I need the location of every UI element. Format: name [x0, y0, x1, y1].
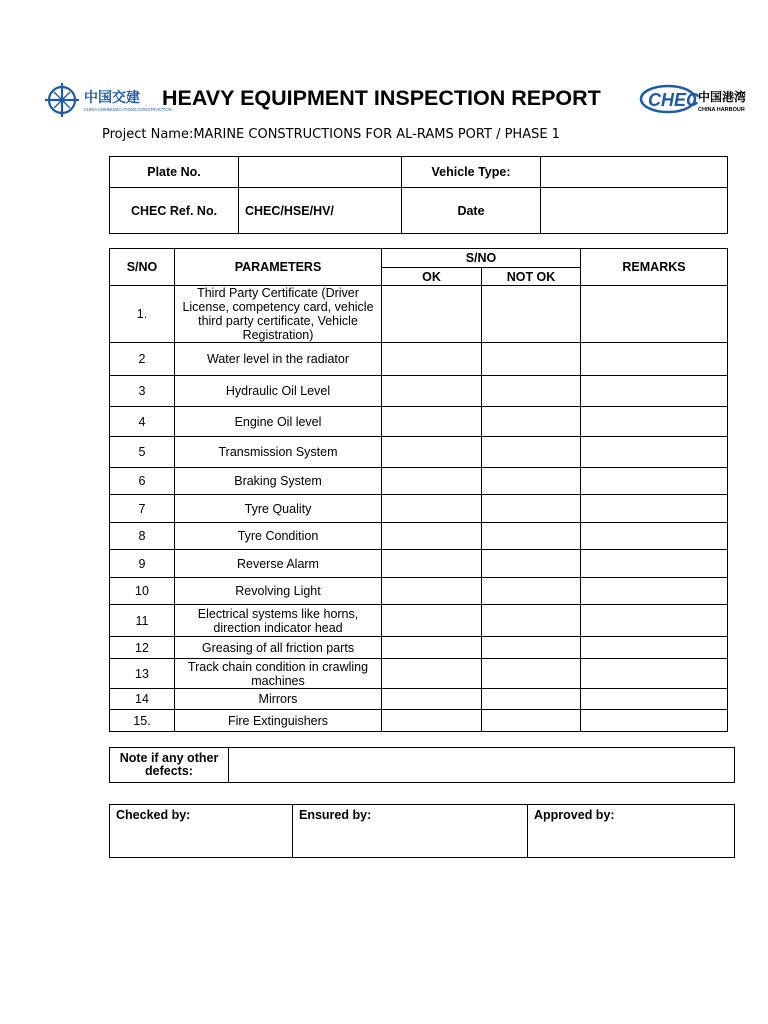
inspection-checklist-table [109, 248, 728, 732]
ref-label: CHEC Ref. No. [110, 188, 239, 234]
table-row [110, 578, 728, 605]
cccc-logo [42, 80, 172, 120]
row-sno: 4 [110, 407, 175, 437]
row-parameter: Third Party Certificate (Driver License, competency card, vehicle third party certificate, Vehicle Registration) [175, 286, 382, 343]
row-not-ok-cell[interactable] [482, 495, 581, 523]
table-row [110, 495, 728, 523]
chec-logo-subtext: CHINA HARBOUR [698, 107, 745, 113]
table-row [110, 523, 728, 550]
row-ok-cell[interactable] [382, 468, 482, 495]
row-remarks-cell[interactable] [581, 343, 728, 376]
row-remarks-cell[interactable] [581, 689, 728, 710]
chec-logo-text: 中国港湾 [698, 90, 747, 104]
report-title: HEAVY EQUIPMENT INSPECTION REPORT [162, 86, 601, 110]
header-parameters: PARAMETERS [175, 249, 382, 286]
row-sno: 6 [110, 468, 175, 495]
row-ok-cell[interactable] [382, 550, 482, 578]
row-remarks-cell[interactable] [581, 376, 728, 407]
row-sno: 8 [110, 523, 175, 550]
row-sno: 5 [110, 437, 175, 468]
row-not-ok-cell[interactable] [482, 437, 581, 468]
notes-table [109, 747, 735, 783]
vehicle-type-label: Vehicle Type: [402, 157, 541, 188]
plate-field[interactable] [239, 157, 402, 188]
row-sno: 9 [110, 550, 175, 578]
row-ok-cell[interactable] [382, 523, 482, 550]
row-ok-cell[interactable] [382, 710, 482, 732]
row-remarks-cell[interactable] [581, 286, 728, 343]
row-parameter: Reverse Alarm [175, 550, 382, 578]
row-remarks-cell[interactable] [581, 468, 728, 495]
row-parameter: Greasing of all friction parts [175, 637, 382, 659]
row-ok-cell[interactable] [382, 659, 482, 689]
row-parameter: Engine Oil level [175, 407, 382, 437]
row-remarks-cell[interactable] [581, 523, 728, 550]
table-row [110, 710, 728, 732]
table-row [110, 376, 728, 407]
table-row [110, 407, 728, 437]
plate-label: Plate No. [110, 157, 239, 188]
cccc-logo-text: 中国交建 [84, 90, 140, 106]
row-sno: 12 [110, 637, 175, 659]
row-not-ok-cell[interactable] [482, 468, 581, 495]
header-ok: OK [382, 268, 482, 286]
row-ok-cell[interactable] [382, 343, 482, 376]
project-value: MARINE CONSTRUCTIONS FOR AL-RAMS PORT / PHASE 1 [193, 127, 560, 142]
row-not-ok-cell[interactable] [482, 550, 581, 578]
header-remarks: REMARKS [581, 249, 728, 286]
row-ok-cell[interactable] [382, 495, 482, 523]
notes-label: Note if any other defects: [110, 748, 229, 783]
row-sno: 3 [110, 376, 175, 407]
row-ok-cell[interactable] [382, 578, 482, 605]
row-parameter: Water level in the radiator [175, 343, 382, 376]
row-sno: 7 [110, 495, 175, 523]
row-sno: 15. [110, 710, 175, 732]
vehicle-type-field[interactable] [541, 157, 728, 188]
table-row [110, 550, 728, 578]
row-parameter: Mirrors [175, 689, 382, 710]
checked-by-field[interactable]: Checked by: [110, 805, 293, 858]
row-parameter: Tyre Quality [175, 495, 382, 523]
row-not-ok-cell[interactable] [482, 689, 581, 710]
row-parameter: Transmission System [175, 437, 382, 468]
row-sno: 10 [110, 578, 175, 605]
row-not-ok-cell[interactable] [482, 659, 581, 689]
row-ok-cell[interactable] [382, 286, 482, 343]
row-ok-cell[interactable] [382, 407, 482, 437]
table-row [110, 343, 728, 376]
row-parameter: Braking System [175, 468, 382, 495]
row-ok-cell[interactable] [382, 437, 482, 468]
row-remarks-cell[interactable] [581, 710, 728, 732]
row-remarks-cell[interactable] [581, 578, 728, 605]
row-remarks-cell[interactable] [581, 605, 728, 637]
row-not-ok-cell[interactable] [482, 286, 581, 343]
row-sno: 1. [110, 286, 175, 343]
header-sno: S/NO [110, 249, 175, 286]
date-field[interactable] [541, 188, 728, 234]
row-not-ok-cell[interactable] [482, 376, 581, 407]
table-row [110, 659, 728, 689]
row-parameter: Track chain condition in crawling machines [175, 659, 382, 689]
notes-field[interactable] [229, 748, 735, 783]
project-name [102, 127, 560, 142]
ensured-by-field[interactable]: Ensured by: [293, 805, 528, 858]
row-not-ok-cell[interactable] [482, 637, 581, 659]
row-remarks-cell[interactable] [581, 495, 728, 523]
row-parameter: Tyre Condition [175, 523, 382, 550]
table-row [110, 605, 728, 637]
signature-table [109, 804, 735, 858]
row-ok-cell[interactable] [382, 376, 482, 407]
row-parameter: Electrical systems like horns, direction indicator head [175, 605, 382, 637]
row-not-ok-cell[interactable] [482, 605, 581, 637]
row-ok-cell[interactable] [382, 689, 482, 710]
row-remarks-cell[interactable] [581, 407, 728, 437]
table-row [110, 689, 728, 710]
row-remarks-cell[interactable] [581, 659, 728, 689]
table-row [110, 468, 728, 495]
chec-logo-brand: CHEC [648, 90, 700, 110]
table-row [110, 286, 728, 343]
row-sno: 11 [110, 605, 175, 637]
row-sno: 2 [110, 343, 175, 376]
project-label: Project Name: [102, 127, 194, 142]
header-status-group: S/NO [382, 249, 581, 268]
header-not-ok: NOT OK [482, 268, 581, 286]
row-remarks-cell[interactable] [581, 637, 728, 659]
row-not-ok-cell[interactable] [482, 578, 581, 605]
row-sno: 14 [110, 689, 175, 710]
row-parameter: Fire Extinguishers [175, 710, 382, 732]
row-not-ok-cell[interactable] [482, 343, 581, 376]
row-not-ok-cell[interactable] [482, 407, 581, 437]
row-remarks-cell[interactable] [581, 550, 728, 578]
chec-logo [640, 84, 752, 116]
row-ok-cell[interactable] [382, 637, 482, 659]
table-row [110, 637, 728, 659]
approved-by-field[interactable]: Approved by: [528, 805, 735, 858]
vehicle-info-table [109, 156, 728, 234]
row-parameter: Revolving Light [175, 578, 382, 605]
table-row [110, 437, 728, 468]
row-not-ok-cell[interactable] [482, 523, 581, 550]
row-sno: 13 [110, 659, 175, 689]
row-parameter: Hydraulic Oil Level [175, 376, 382, 407]
cccc-logo-subtext: CHINA COMMUNICATIONS CONSTRUCTION [84, 107, 172, 112]
row-remarks-cell[interactable] [581, 437, 728, 468]
date-label: Date [402, 188, 541, 234]
row-ok-cell[interactable] [382, 605, 482, 637]
row-not-ok-cell[interactable] [482, 710, 581, 732]
ref-field[interactable]: CHEC/HSE/HV/ [239, 188, 402, 234]
